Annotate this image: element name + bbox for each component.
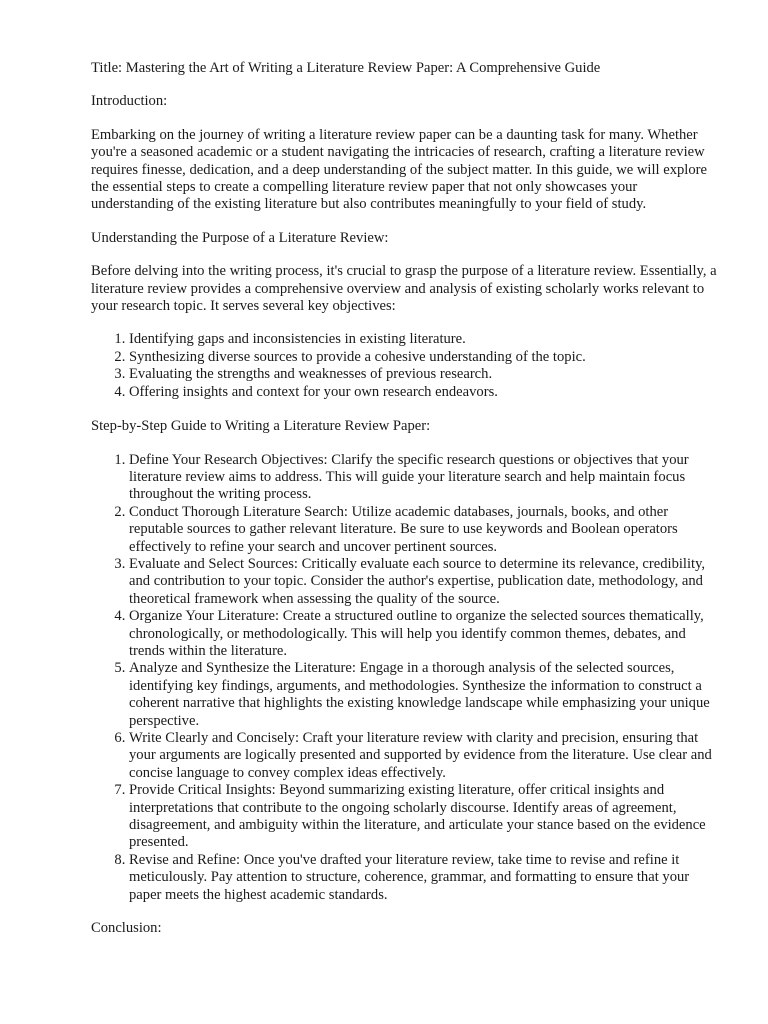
- list-item: 4. Offering insights and context for your own research endeavors.: [129, 384, 721, 401]
- list-item: 7. Provide Critical Insights: Beyond summarizing existing literature, offer critical insights and interpretations that contribute to the ongoing scholarly discourse. Identify areas of agreement, disagreement, and ambiguity within the literature, and articulate your stance based on the evidence presented.: [129, 782, 721, 852]
- list-item: 2. Conduct Thorough Literature Search: Utilize academic databases, journals, books, and other reputable sources to gather relevant literature. Be sure to use keywords and Boolean operators effectively to refine your search and uncover pertinent sources.: [129, 504, 721, 556]
- purpose-heading: Understanding the Purpose of a Literature Review:: [91, 229, 389, 246]
- list-item: 5. Analyze and Synthesize the Literature: Engage in a thorough analysis of the selected sources, identifying key findings, arguments, and methodologies. Synthesize the information to construct a coherent narrative that highlights the existing knowledge landscape while emphasizing your unique perspective.: [129, 660, 721, 730]
- list-item: 3. Evaluating the strengths and weaknesses of previous research.: [129, 366, 721, 383]
- steps-list: [91, 452, 721, 905]
- purpose-paragraph: Before delving into the writing process, it's crucial to grasp the purpose of a literature review. Essentially, a literature review provides a comprehensive overview and analysis of existing scholarly works relevant to your research topic. It serves several key objectives:: [91, 263, 717, 315]
- list-item: 2. Synthesizing diverse sources to provide a cohesive understanding of the topic.: [129, 349, 721, 366]
- conclusion-heading: Conclusion:: [91, 920, 162, 937]
- document-title: Title: Mastering the Art of Writing a Literature Review Paper: A Comprehensive Guide: [91, 60, 601, 76]
- introduction-heading: Introduction:: [91, 93, 168, 110]
- objectives-list: [91, 331, 721, 401]
- list-item: 8. Revise and Refine: Once you've drafted your literature review, take time to revise and refine it meticulously. Pay attention to structure, coherence, grammar, and formatting to ensure that your paper meets the highest academic standards.: [129, 852, 721, 904]
- list-item: 3. Evaluate and Select Sources: Critically evaluate each source to determine its relevance, credibility, and contribution to your topic. Consider the author's expertise, publication date, methodology, and theoretical framework when assessing the quality of the source.: [129, 556, 721, 608]
- list-item: 1. Identifying gaps and inconsistencies in existing literature.: [129, 331, 721, 348]
- guide-heading: Step-by-Step Guide to Writing a Literature Review Paper:: [91, 418, 431, 435]
- list-item: 1. Define Your Research Objectives: Clarify the specific research questions or objectives that your literature review aims to address. This will guide your literature search and help maintain focus throughout the writing process.: [129, 452, 721, 504]
- list-item: 6. Write Clearly and Concisely: Craft your literature review with clarity and precision, ensuring that your arguments are logically presented and supported by evidence from the literature. Use clear and concise language to convey complex ideas effectively.: [129, 730, 721, 782]
- list-item: 4. Organize Your Literature: Create a structured outline to organize the selected sources thematically, chronologically, or methodologically. This will help you identify common themes, debates, and trends within the literature.: [129, 608, 721, 660]
- document-page: [91, 60, 721, 953]
- introduction-paragraph: Embarking on the journey of writing a literature review paper can be a daunting task for many. Whether you're a seasoned academic or a student navigating the intricacies of research, crafting a literature review requires finesse, dedication, and a deep understanding of the subject matter. In this guide, we will explore the essential steps to create a compelling literature review paper that not only showcases your understanding of the existing literature but also contributes meaningfully to your field of study.: [91, 126, 707, 213]
